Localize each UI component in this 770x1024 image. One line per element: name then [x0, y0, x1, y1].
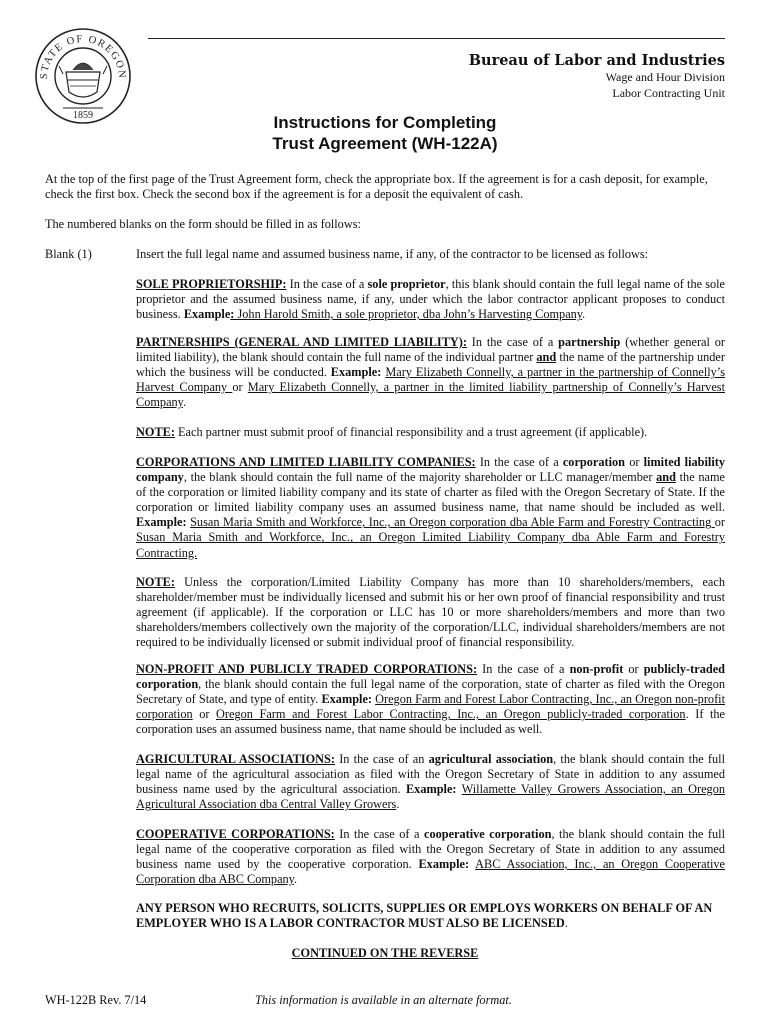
state-seal-logo	[33, 26, 133, 126]
corporation-example-1: Susan Maria Smith and Workforce, Inc., an Oregon corporation dba Able Farm and Forestry Contracting	[190, 515, 715, 530]
alternate-format-notice: This information is available in an alternate format.	[255, 993, 512, 1007]
continued-notice: CONTINUED ON THE REVERSE	[291, 946, 479, 960]
licensing-warning: ANY PERSON WHO RECRUITS, SOLICITS, SUPPLIES OR EMPLOYS WORKERS ON BEHALF OF AN EMPLOYER WHO IS A LABOR CONTRACTOR MUST ALSO BE LICENSED.	[136, 901, 713, 931]
unit-name: Labor Contracting Unit	[612, 86, 725, 100]
example-label: Example:	[321, 692, 373, 707]
section-sole-proprietorship: SOLE PROPRIETORSHIP: In the case of a sole proprietor, this blank should contain the full legal name of the sole proprietor and the assumed business name, if any, under which the labor contractor applicant proposes to conduct business. Example: John Harold Smith, a sole proprietor, dba John’s Harvesting Company.	[136, 277, 726, 322]
partnership-example-1: Mary Elizabeth Connelly, a partner in the partnership of Connelly’s Harvest Company	[136, 365, 725, 395]
example-label: Example:	[418, 857, 470, 872]
section-non-profit: NON-PROFIT AND PUBLICLY TRADED CORPORATIONS: In the case of a non-profit or publicly-traded corporation, the blank should contain the full legal name of the corporation, state of charter as filed with the Oregon Secretary of State, and type of entity. Example: Oregon Farm and Forest Labor Contracting, Inc., an Oregon non-profit corporation or Oregon Farm and Forest Labor Contracting, Inc., an Oregon publicly-traded corporation. If the corporation uses an assumed business name, that name should be included as well.	[136, 662, 726, 737]
blank-1-instruction: Insert the full legal name and assumed business name, if any, of the contractor to be licensed as follows:	[136, 247, 649, 261]
seal-year: 1859	[73, 110, 93, 121]
note-label: NOTE:	[136, 575, 175, 589]
sole-example: John Harold Smith, a sole proprietor, dba John’s Harvesting Company	[234, 307, 583, 322]
form-id: WH-122B Rev. 7/14	[45, 993, 147, 1007]
seal-top-text: STATE OF OREGON	[38, 33, 128, 80]
section-agricultural: AGRICULTURAL ASSOCIATIONS: In the case of an agricultural association, the blank should contain the full legal name of the agricultural association as filed with the Oregon Secretary of State in addition to any assumed business name used by the agricultural association. Example: Willamette Valley Growers Association, an Oregon Agricultural Association dba Central Valley Growers.	[136, 752, 725, 812]
numbered-blanks-intro: The numbered blanks on the form should be filled in as follows:	[45, 217, 361, 231]
blank-1-label: Blank (1)	[45, 247, 92, 261]
example-label: Example:	[405, 782, 457, 797]
title-line-1: Instructions for Completing	[273, 113, 497, 132]
cooperative-heading: COOPERATIVE CORPORATIONS:	[136, 827, 335, 841]
note-shareholders: NOTE: Unless the corporation/Limited Liability Company has more than 10 shareholders/members, each shareholder/member must be individually licensed and submit his or her own proof of financial responsibility and trust agreement (if applicable). If the corporation or LLC has 10 or more shareholders/members and more than two shareholders/members collectively own the majority of the corporation/LLC, individual shareholders/members are not required to be individually licensed or submit individual proof of financial responsibility.	[136, 575, 725, 650]
example-label: Example:	[330, 365, 382, 380]
non-profit-example-1: Oregon Farm and Forest Labor Contracting, Inc., an Oregon non-profit corporation	[136, 692, 726, 722]
section-cooperative: COOPERATIVE CORPORATIONS: In the case of a cooperative corporation, the blank should contain the full legal name of the cooperative corporation as filed with the Oregon Secretary of State in addition to any assumed business name used by the cooperative corporation. Example: ABC Association, Inc., an Oregon Cooperative Corporation dba ABC Company.	[136, 827, 726, 887]
note-partners: NOTE: Each partner must submit proof of financial responsibility and a trust agreement (if applicable).	[136, 425, 648, 439]
corporation-example-2: Susan Maria Smith and Workforce, Inc., an Oregon Limited Liability Company dba Able Farm and Forestry Contracting.	[136, 530, 725, 560]
partnership-example-2: Mary Elizabeth Connelly, a partner in the limited liability partnership of Connelly’s Harvest Company	[136, 380, 725, 410]
bureau-name: Bureau of Labor and Industries	[468, 52, 725, 69]
section-partnerships: PARTNERSHIPS (GENERAL AND LIMITED LIABILITY): In the case of a partnership (whether general or limited liability), the blank should contain the full name of the individual partner and the name of the partnership under which the business will be conducted. Example: Mary Elizabeth Connelly, a partner in the partnership of Connelly’s Harvest Company or Mary Elizabeth Connelly, a partner in the limited liability partnership of Connelly’s Harvest Company.	[136, 335, 725, 410]
cooperative-example: ABC Association, Inc., an Oregon Cooperative Corporation dba ABC Company	[136, 857, 726, 887]
agricultural-example: Willamette Valley Growers Association, an Oregon Agricultural Association dba Central Valley Growers	[136, 782, 725, 812]
non-profit-example-2: Oregon Farm and Forest Labor Contracting, Inc., an Oregon publicly-traded corporation	[216, 707, 686, 722]
header-rule	[148, 38, 725, 39]
intro-paragraph: At the top of the first page of the Trust Agreement form, check the appropriate box. If the agreement is for a cash deposit, for example, check the first box. Check the second box if the agreement is for a deposit the equivalent of cash.	[45, 172, 708, 202]
non-profit-heading: NON-PROFIT AND PUBLICLY TRADED CORPORATIONS:	[136, 662, 478, 676]
partnership-heading: PARTNERSHIPS (GENERAL AND LIMITED LIABILITY):	[136, 335, 467, 349]
note-label: NOTE:	[136, 425, 175, 439]
agricultural-heading: AGRICULTURAL ASSOCIATIONS:	[136, 752, 335, 766]
example-label: Example	[183, 307, 231, 322]
section-corporations: CORPORATIONS AND LIMITED LIABILITY COMPANIES: In the case of a corporation or limited liability company, the blank should contain the full name of the majority shareholder or LLC manager/member and the name of the corporation or limited liability company and its state of charter as filed with the Oregon Secretary of State. If the corporation or limited liability company uses an assumed business name, that name should be included as well. Example: Susan Maria Smith and Workforce, Inc., an Oregon corporation dba Able Farm and Forestry Contracting or Susan Maria Smith and Workforce, Inc., an Oregon Limited Liability Company dba Able Farm and Forestry Contracting.	[136, 455, 725, 560]
division-name: Wage and Hour Division	[605, 70, 725, 84]
corporations-heading: CORPORATIONS AND LIMITED LIABILITY COMPANIES:	[136, 455, 476, 469]
example-label: Example:	[136, 515, 187, 530]
page-title	[0, 112, 770, 154]
agency-header	[469, 52, 725, 101]
sole-heading: SOLE PROPRIETORSHIP:	[136, 277, 287, 291]
title-line-2: Trust Agreement (WH-122A)	[272, 134, 498, 153]
